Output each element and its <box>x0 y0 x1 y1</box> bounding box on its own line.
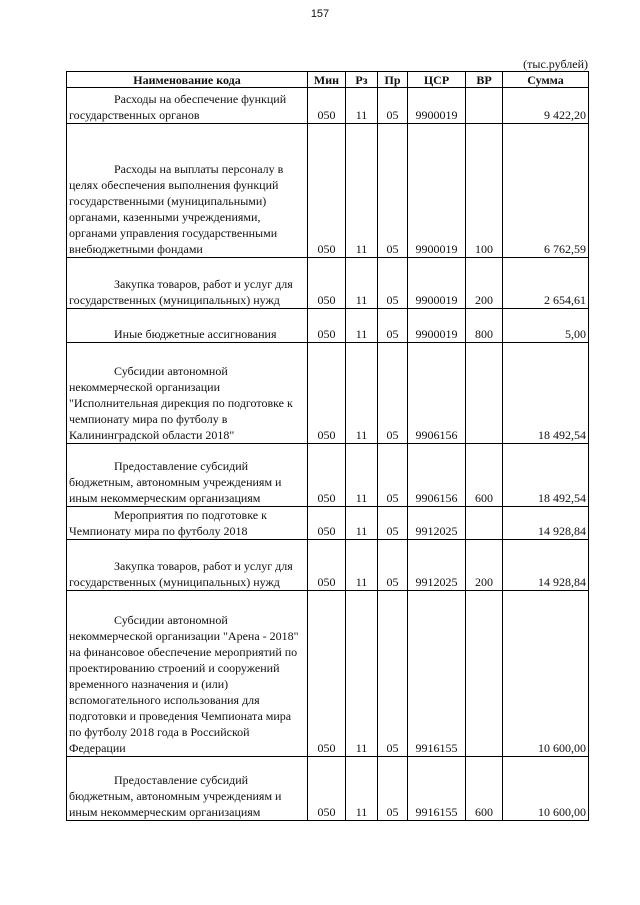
units-label: (тыс.рублей) <box>523 57 588 71</box>
row-sum: 14 928,84 <box>503 540 589 591</box>
row-pr: 05 <box>378 757 408 821</box>
row-sum: 10 600,00 <box>503 757 589 821</box>
row-csr: 9900019 <box>408 124 466 258</box>
row-vr: 800 <box>466 309 503 343</box>
table-row <box>67 540 589 591</box>
row-pr: 05 <box>378 124 408 258</box>
table-row <box>67 343 589 444</box>
row-csr: 9912025 <box>408 540 466 591</box>
row-vr: 200 <box>466 258 503 309</box>
header-csr: ЦСР <box>408 72 466 88</box>
row-name: Предоставление субсидий бюджетным, автономным учреждениям и иным некоммерческим организациям <box>69 773 282 819</box>
header-min: Мин <box>308 72 346 88</box>
row-pr: 05 <box>378 540 408 591</box>
budget-table <box>66 71 589 821</box>
header-rz: Рз <box>346 72 378 88</box>
row-sum: 6 762,59 <box>503 124 589 258</box>
row-min: 050 <box>308 88 346 124</box>
row-rz: 11 <box>346 309 378 343</box>
row-sum: 18 492,54 <box>503 444 589 507</box>
row-pr: 05 <box>378 591 408 757</box>
row-vr: 600 <box>466 757 503 821</box>
row-rz: 11 <box>346 343 378 444</box>
row-name: Закупка товаров, работ и услуг для государственных (муниципальных) нужд <box>69 559 293 589</box>
row-name: Расходы на выплаты персоналу в целях обеспечения выполнения функций государственными (муниципальными) органами, казенными учреждениями, органами управления государственными внебюджетными фондами <box>69 162 284 256</box>
row-vr: 200 <box>466 540 503 591</box>
row-name-cell <box>67 757 308 821</box>
row-rz: 11 <box>346 591 378 757</box>
row-name-cell <box>67 343 308 444</box>
row-pr: 05 <box>378 88 408 124</box>
row-name: Субсидии автономной некоммерческой организации "Арена - 2018" на финансовое обеспечение мероприятий по проектированию строений и сооружений временного назначения и (или) вспомогательного использования для подготовки и проведения Чемпионата мира по футболу 2018 года в Российской Федерации <box>69 613 299 755</box>
page-number: 157 <box>310 8 330 20</box>
row-csr: 9906156 <box>408 444 466 507</box>
row-name: Расходы на обеспечение функций государственных органов <box>69 92 287 122</box>
row-min: 050 <box>308 444 346 507</box>
row-min: 050 <box>308 757 346 821</box>
row-csr: 9906156 <box>408 343 466 444</box>
row-name: Иные бюджетные ассигнования <box>114 327 277 341</box>
row-pr: 05 <box>378 444 408 507</box>
row-rz: 11 <box>346 258 378 309</box>
row-sum: 10 600,00 <box>503 591 589 757</box>
row-rz: 11 <box>346 88 378 124</box>
row-sum: 2 654,61 <box>503 258 589 309</box>
row-csr: 9900019 <box>408 258 466 309</box>
row-min: 050 <box>308 540 346 591</box>
row-sum: 9 422,20 <box>503 88 589 124</box>
header-sum: Сумма <box>503 72 589 88</box>
row-name: Закупка товаров, работ и услуг для государственных (муниципальных) нужд <box>69 277 293 307</box>
row-name-cell <box>67 540 308 591</box>
row-csr: 9916155 <box>408 757 466 821</box>
row-sum: 5,00 <box>503 309 589 343</box>
table-row <box>67 757 589 821</box>
row-csr: 9900019 <box>408 309 466 343</box>
row-min: 050 <box>308 343 346 444</box>
row-sum: 18 492,54 <box>503 343 589 444</box>
table-row <box>67 507 589 540</box>
table-header-row <box>67 72 589 88</box>
row-vr <box>466 507 503 540</box>
row-rz: 11 <box>346 444 378 507</box>
table-row <box>67 591 589 757</box>
row-vr: 100 <box>466 124 503 258</box>
row-vr: 600 <box>466 444 503 507</box>
header-name: Наименование кода <box>67 72 308 88</box>
row-pr: 05 <box>378 507 408 540</box>
row-name-cell <box>67 88 308 124</box>
row-csr: 9912025 <box>408 507 466 540</box>
header-vr: ВР <box>466 72 503 88</box>
table-row <box>67 88 589 124</box>
table-row <box>67 124 589 258</box>
row-pr: 05 <box>378 309 408 343</box>
row-vr <box>466 343 503 444</box>
row-min: 050 <box>308 124 346 258</box>
row-csr: 9900019 <box>408 88 466 124</box>
row-name-cell <box>67 444 308 507</box>
row-csr: 9916155 <box>408 591 466 757</box>
row-name: Субсидии автономной некоммерческой организации "Исполнительная дирекция по подготовке к чемпионату мира по футболу в Калининградской области 2018" <box>69 364 293 442</box>
row-rz: 11 <box>346 540 378 591</box>
row-name-cell <box>67 507 308 540</box>
table-row <box>67 258 589 309</box>
row-min: 050 <box>308 591 346 757</box>
row-vr <box>466 88 503 124</box>
row-rz: 11 <box>346 507 378 540</box>
row-min: 050 <box>308 258 346 309</box>
row-name-cell <box>67 309 308 343</box>
table-row <box>67 309 589 343</box>
row-rz: 11 <box>346 757 378 821</box>
header-pr: Пр <box>378 72 408 88</box>
row-name: Предоставление субсидий бюджетным, автономным учреждениям и иным некоммерческим организациям <box>69 459 282 505</box>
row-min: 050 <box>308 507 346 540</box>
row-pr: 05 <box>378 258 408 309</box>
row-pr: 05 <box>378 343 408 444</box>
row-name-cell <box>67 124 308 258</box>
row-vr <box>466 591 503 757</box>
row-rz: 11 <box>346 124 378 258</box>
row-sum: 14 928,84 <box>503 507 589 540</box>
row-name: Мероприятия по подготовке к Чемпионату мира по футболу 2018 <box>69 508 267 538</box>
row-name-cell <box>67 258 308 309</box>
table-row <box>67 444 589 507</box>
row-name-cell <box>67 591 308 757</box>
row-min: 050 <box>308 309 346 343</box>
